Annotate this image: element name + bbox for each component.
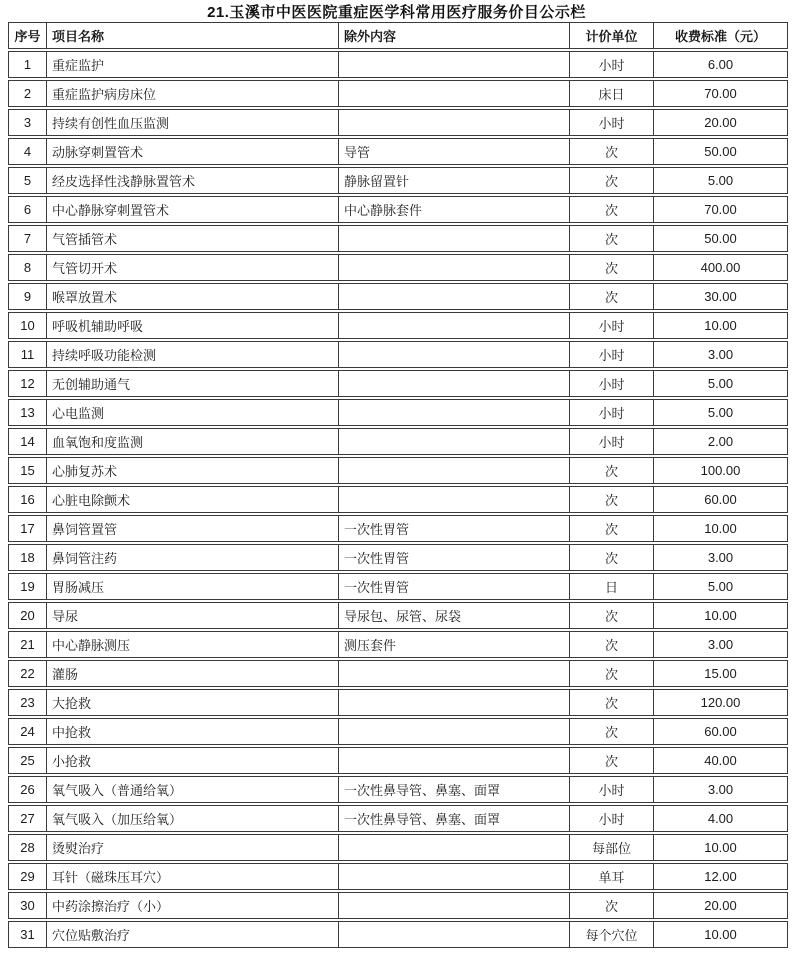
- cell-item-name: 中药涂擦治疗（小）: [46, 893, 338, 918]
- cell-price: 15.00: [653, 661, 787, 686]
- cell-exclusion: [338, 487, 569, 512]
- cell-exclusion: [338, 893, 569, 918]
- table-row: [8, 660, 788, 687]
- cell-unit: 次: [569, 458, 653, 483]
- cell-item-name: 灌肠: [46, 661, 338, 686]
- cell-unit: 小时: [569, 313, 653, 338]
- cell-seq: 17: [20, 521, 35, 536]
- cell-item-name: 经皮选择性浅静脉置管术: [46, 168, 338, 193]
- cell-exclusion: [338, 313, 569, 338]
- cell-item-name: 血氧饱和度监测: [46, 429, 338, 454]
- cell-price: 10.00: [653, 313, 787, 338]
- cell-exclusion: 一次性胃管: [338, 574, 569, 599]
- cell-item-name: 心肺复苏术: [46, 458, 338, 483]
- cell-item-name: 中抢救: [46, 719, 338, 744]
- cell-exclusion: [338, 226, 569, 251]
- cell-item-name: 烫熨治疗: [46, 835, 338, 860]
- cell-unit: 次: [569, 168, 653, 193]
- cell-item-name: 心脏电除颤术: [46, 487, 338, 512]
- cell-unit: 次: [569, 893, 653, 918]
- table-header-row: [8, 22, 788, 49]
- cell-price: 20.00: [653, 893, 787, 918]
- cell-seq: 2: [23, 86, 32, 101]
- table-row: [8, 718, 788, 745]
- cell-seq: 28: [20, 840, 35, 855]
- cell-exclusion: [338, 690, 569, 715]
- cell-exclusion: 静脉留置针: [338, 168, 569, 193]
- table-row: [8, 457, 788, 484]
- cell-exclusion: [338, 748, 569, 773]
- cell-unit: 次: [569, 661, 653, 686]
- table-row: [8, 863, 788, 890]
- cell-unit: 次: [569, 487, 653, 512]
- cell-seq: 21: [20, 637, 35, 652]
- cell-price: 3.00: [653, 545, 787, 570]
- price-table: [8, 22, 788, 950]
- cell-price: 5.00: [653, 371, 787, 396]
- table-row: [8, 631, 788, 658]
- cell-price: 70.00: [653, 81, 787, 106]
- table-row: [8, 370, 788, 397]
- cell-item-name: 重症监护: [46, 52, 338, 77]
- cell-unit: 次: [569, 197, 653, 222]
- cell-item-name: 心电监测: [46, 400, 338, 425]
- page-title: 21.玉溪市中医医院重症医学科常用医疗服务价目公示栏: [207, 4, 586, 21]
- cell-price: 100.00: [653, 458, 787, 483]
- table-row: [8, 486, 788, 513]
- cell-price: 10.00: [653, 835, 787, 860]
- cell-seq: 18: [20, 550, 35, 565]
- cell-seq: 6: [23, 202, 32, 217]
- cell-seq: 27: [20, 811, 35, 826]
- cell-unit: 小时: [569, 371, 653, 396]
- cell-unit: 小时: [569, 429, 653, 454]
- column-header-unit: 计价单位: [569, 23, 653, 48]
- cell-exclusion: [338, 342, 569, 367]
- table-body: [8, 51, 788, 948]
- cell-seq: 23: [20, 695, 35, 710]
- cell-unit: 小时: [569, 777, 653, 802]
- cell-seq: 15: [20, 463, 35, 478]
- cell-item-name: 穴位贴敷治疗: [46, 922, 338, 947]
- cell-unit: 小时: [569, 342, 653, 367]
- cell-unit: 次: [569, 284, 653, 309]
- cell-price: 4.00: [653, 806, 787, 831]
- cell-seq: 31: [20, 927, 35, 942]
- cell-unit: 每部位: [569, 835, 653, 860]
- cell-price: 12.00: [653, 864, 787, 889]
- cell-exclusion: 一次性鼻导管、鼻塞、面罩: [338, 777, 569, 802]
- cell-unit: 床日: [569, 81, 653, 106]
- cell-seq: 22: [20, 666, 35, 681]
- cell-exclusion: [338, 458, 569, 483]
- cell-item-name: 气管插管术: [46, 226, 338, 251]
- table-row: [8, 544, 788, 571]
- cell-exclusion: 测压套件: [338, 632, 569, 657]
- cell-price: 3.00: [653, 342, 787, 367]
- table-row: [8, 515, 788, 542]
- cell-exclusion: [338, 81, 569, 106]
- table-row: [8, 428, 788, 455]
- cell-price: 5.00: [653, 168, 787, 193]
- cell-exclusion: 中心静脉套件: [338, 197, 569, 222]
- cell-price: 400.00: [653, 255, 787, 280]
- cell-seq: 13: [20, 405, 35, 420]
- cell-price: 10.00: [653, 603, 787, 628]
- cell-price: 5.00: [653, 574, 787, 599]
- table-row: [8, 399, 788, 426]
- cell-unit: 次: [569, 690, 653, 715]
- cell-exclusion: [338, 110, 569, 135]
- cell-unit: 每个穴位: [569, 922, 653, 947]
- cell-price: 10.00: [653, 516, 787, 541]
- cell-item-name: 无创辅助通气: [46, 371, 338, 396]
- cell-item-name: 导尿: [46, 603, 338, 628]
- cell-price: 2.00: [653, 429, 787, 454]
- cell-item-name: 耳针（磁珠压耳穴）: [46, 864, 338, 889]
- cell-unit: 次: [569, 255, 653, 280]
- cell-seq: 25: [20, 753, 35, 768]
- cell-seq: 12: [20, 376, 35, 391]
- column-header-item-name: 项目名称: [46, 23, 338, 48]
- cell-unit: 次: [569, 719, 653, 744]
- cell-price: 20.00: [653, 110, 787, 135]
- cell-seq: 5: [23, 173, 32, 188]
- cell-item-name: 持续呼吸功能检测: [46, 342, 338, 367]
- cell-exclusion: [338, 835, 569, 860]
- cell-seq: 11: [20, 347, 35, 362]
- cell-item-name: 动脉穿刺置管术: [46, 139, 338, 164]
- table-row: [8, 341, 788, 368]
- cell-seq: 19: [20, 579, 35, 594]
- cell-price: 70.00: [653, 197, 787, 222]
- cell-price: 50.00: [653, 226, 787, 251]
- cell-price: 50.00: [653, 139, 787, 164]
- cell-seq: 9: [23, 289, 32, 304]
- table-row: [8, 892, 788, 919]
- cell-exclusion: [338, 284, 569, 309]
- table-row: [8, 834, 788, 861]
- cell-seq: 16: [20, 492, 35, 507]
- cell-seq: 24: [20, 724, 35, 739]
- cell-exclusion: 一次性胃管: [338, 545, 569, 570]
- cell-price: 6.00: [653, 52, 787, 77]
- cell-item-name: 胃肠减压: [46, 574, 338, 599]
- cell-price: 40.00: [653, 748, 787, 773]
- cell-seq: 30: [20, 898, 35, 913]
- cell-unit: 次: [569, 603, 653, 628]
- cell-price: 5.00: [653, 400, 787, 425]
- cell-exclusion: 导管: [338, 139, 569, 164]
- table-row: [8, 51, 788, 78]
- cell-item-name: 氧气吸入（普通给氧）: [46, 777, 338, 802]
- cell-item-name: 喉罩放置术: [46, 284, 338, 309]
- cell-exclusion: [338, 922, 569, 947]
- cell-exclusion: 导尿包、尿管、尿袋: [338, 603, 569, 628]
- cell-item-name: 大抢救: [46, 690, 338, 715]
- cell-seq: 4: [23, 144, 32, 159]
- cell-seq: 20: [20, 608, 35, 623]
- cell-exclusion: [338, 661, 569, 686]
- cell-unit: 小时: [569, 52, 653, 77]
- table-row: [8, 80, 788, 107]
- cell-exclusion: 一次性胃管: [338, 516, 569, 541]
- cell-exclusion: [338, 400, 569, 425]
- cell-price: 60.00: [653, 719, 787, 744]
- cell-unit: 小时: [569, 806, 653, 831]
- cell-unit: 次: [569, 748, 653, 773]
- cell-item-name: 氧气吸入（加压给氧）: [46, 806, 338, 831]
- cell-item-name: 持续有创性血压监测: [46, 110, 338, 135]
- cell-item-name: 鼻饲管置管: [46, 516, 338, 541]
- cell-exclusion: [338, 719, 569, 744]
- table-row: [8, 921, 788, 948]
- cell-seq: 26: [20, 782, 35, 797]
- cell-price: 3.00: [653, 777, 787, 802]
- cell-item-name: 重症监护病房床位: [46, 81, 338, 106]
- cell-unit: 次: [569, 632, 653, 657]
- table-row: [8, 602, 788, 629]
- cell-unit: 小时: [569, 400, 653, 425]
- cell-exclusion: [338, 255, 569, 280]
- cell-item-name: 中心静脉测压: [46, 632, 338, 657]
- cell-unit: 次: [569, 139, 653, 164]
- cell-seq: 8: [23, 260, 32, 275]
- table-row: [8, 747, 788, 774]
- table-row: [8, 167, 788, 194]
- cell-unit: 次: [569, 545, 653, 570]
- cell-unit: 小时: [569, 110, 653, 135]
- cell-exclusion: [338, 371, 569, 396]
- cell-seq: 14: [20, 434, 35, 449]
- cell-item-name: 鼻饲管注药: [46, 545, 338, 570]
- column-header-seq: 序号: [14, 29, 41, 44]
- column-header-price: 收费标准（元）: [653, 23, 787, 48]
- table-row: [8, 283, 788, 310]
- cell-unit: 次: [569, 226, 653, 251]
- cell-exclusion: 一次性鼻导管、鼻塞、面罩: [338, 806, 569, 831]
- cell-seq: 1: [23, 57, 32, 72]
- cell-item-name: 气管切开术: [46, 255, 338, 280]
- cell-exclusion: [338, 52, 569, 77]
- table-row: [8, 776, 788, 803]
- cell-seq: 10: [20, 318, 35, 333]
- cell-seq: 3: [23, 115, 32, 130]
- table-row: [8, 109, 788, 136]
- cell-exclusion: [338, 429, 569, 454]
- cell-seq: 7: [23, 231, 32, 246]
- table-row: [8, 805, 788, 832]
- cell-price: 30.00: [653, 284, 787, 309]
- cell-exclusion: [338, 864, 569, 889]
- cell-unit: 单耳: [569, 864, 653, 889]
- cell-price: 120.00: [653, 690, 787, 715]
- table-row: [8, 689, 788, 716]
- table-row: [8, 225, 788, 252]
- table-row: [8, 573, 788, 600]
- cell-item-name: 中心静脉穿刺置管术: [46, 197, 338, 222]
- cell-seq: 29: [20, 869, 35, 884]
- cell-price: 60.00: [653, 487, 787, 512]
- table-row: [8, 196, 788, 223]
- table-row: [8, 254, 788, 281]
- cell-unit: 次: [569, 516, 653, 541]
- cell-unit: 日: [569, 574, 653, 599]
- cell-price: 3.00: [653, 632, 787, 657]
- cell-item-name: 呼吸机辅助呼吸: [46, 313, 338, 338]
- table-row: [8, 312, 788, 339]
- table-row: [8, 138, 788, 165]
- cell-price: 10.00: [653, 922, 787, 947]
- cell-item-name: 小抢救: [46, 748, 338, 773]
- column-header-exclusion: 除外内容: [338, 23, 569, 48]
